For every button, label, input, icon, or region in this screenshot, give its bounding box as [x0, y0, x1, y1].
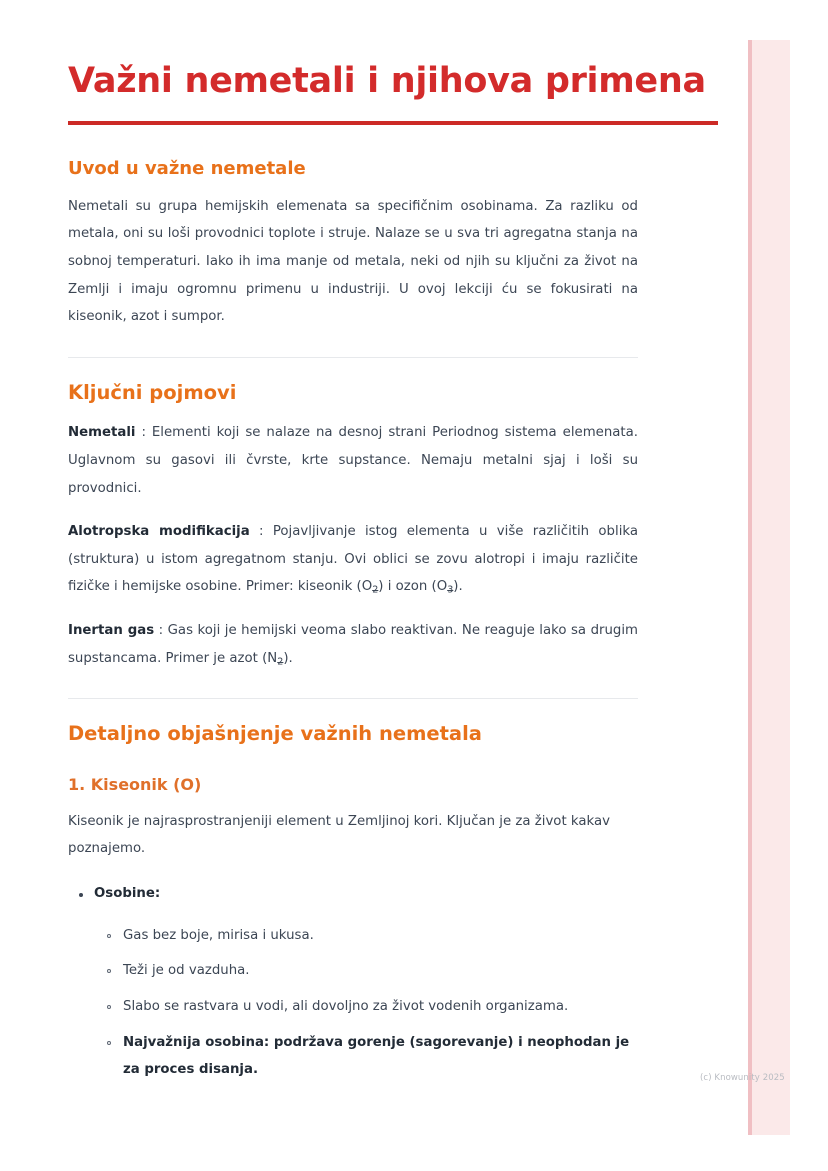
list-item: Najvažnija osobina: podržava gorenje (sagorevanje) i neophodan je za proces disanja. [123, 1030, 638, 1084]
list-item: Slabo se rastvara u vodi, ali dovoljno za život vodenih organizama. [123, 994, 638, 1021]
decorative-side-panel [748, 40, 790, 1135]
section-heading-detaljno-objasnjenje: Detaljno objašnjenje važnih nemetala [68, 722, 482, 746]
key-term-nemetali [68, 419, 638, 502]
copyright-watermark: (c) Knowunity 2025 [700, 1073, 785, 1083]
key-term-separator: : [249, 524, 273, 540]
key-term-label: Alotropska modifikacija [68, 524, 250, 540]
chemical-subscript: 2 [277, 656, 284, 668]
key-term-alotropska-modifikacija [68, 518, 638, 601]
subsection-heading-kiseonik: 1. Kiseonik (O) [68, 774, 202, 794]
key-term-definition: Elementi koji se nalaze na desnoj strani Periodnog sistema elemenata. Uglavnom su gasovi ili čvrste, krte supstance. Nemaju metalni sjaj i loši su provodnici. [68, 425, 638, 496]
section-heading-uvod: Uvod u važne nemetale [68, 158, 306, 180]
document-content [68, 61, 706, 1084]
page-title: Važni nemetali i njihova primena [68, 61, 706, 101]
list-item: Gas bez boje, mirisa i ukusa. [123, 923, 638, 950]
osobine-sublist [94, 923, 638, 1084]
key-term-separator: : [154, 623, 168, 639]
key-term-label: Nemetali [68, 425, 136, 441]
section-heading-kljucni-pojmovi: Ključni pojmovi [68, 380, 237, 404]
key-term-separator: : [135, 425, 152, 441]
list-item: Teži je od vazduha. [123, 958, 638, 985]
list-item-label: Osobine: [94, 885, 161, 901]
key-term-label: Inertan gas [68, 623, 155, 639]
osobine-list [68, 881, 638, 1084]
key-term-definition-middle: ) i ozon (O [378, 579, 448, 595]
key-term-inertan-gas [68, 617, 638, 672]
key-term-definition-end: ). [453, 579, 463, 595]
intro-paragraph: Nemetali su grupa hemijskih elemenata sa specifičnim osobinama. Za razliku od metala, oni su loši provodnici toplote i struje. Nalaze se u sva tri agregatna stanja na sobnoj temperaturi. Iako ih ima manje od metala, neki od njih su ključni za život na Zemlji i imaju ogromnu primenu u industriji. U ovoj lekciji ću se fokusirati na kiseonik, azot i sumpor. [68, 198, 638, 325]
chemical-subscript: 3 [447, 585, 454, 597]
key-term-definition-end: ). [283, 650, 293, 666]
list-item [94, 881, 638, 1084]
key-term-definition: Gas koji je hemijski veoma slabo reaktivan. Ne reaguje lako sa drugim supstancama. Primer je azot (N [68, 623, 639, 666]
chemical-subscript: 2 [372, 585, 379, 597]
kiseonik-paragraph: Kiseonik je najrasprostranjeniji element u Zemljinoj kori. Ključan je za život kakav poznajemo. [68, 813, 610, 857]
key-term-definition: Pojavljivanje istog elementa u više različitih oblika (struktura) u istom agregatnom stanju. Ovi oblici se zovu alotropi i imaju različite fizičke i hemijske osobine. Primer: kiseonik (O [68, 524, 638, 595]
